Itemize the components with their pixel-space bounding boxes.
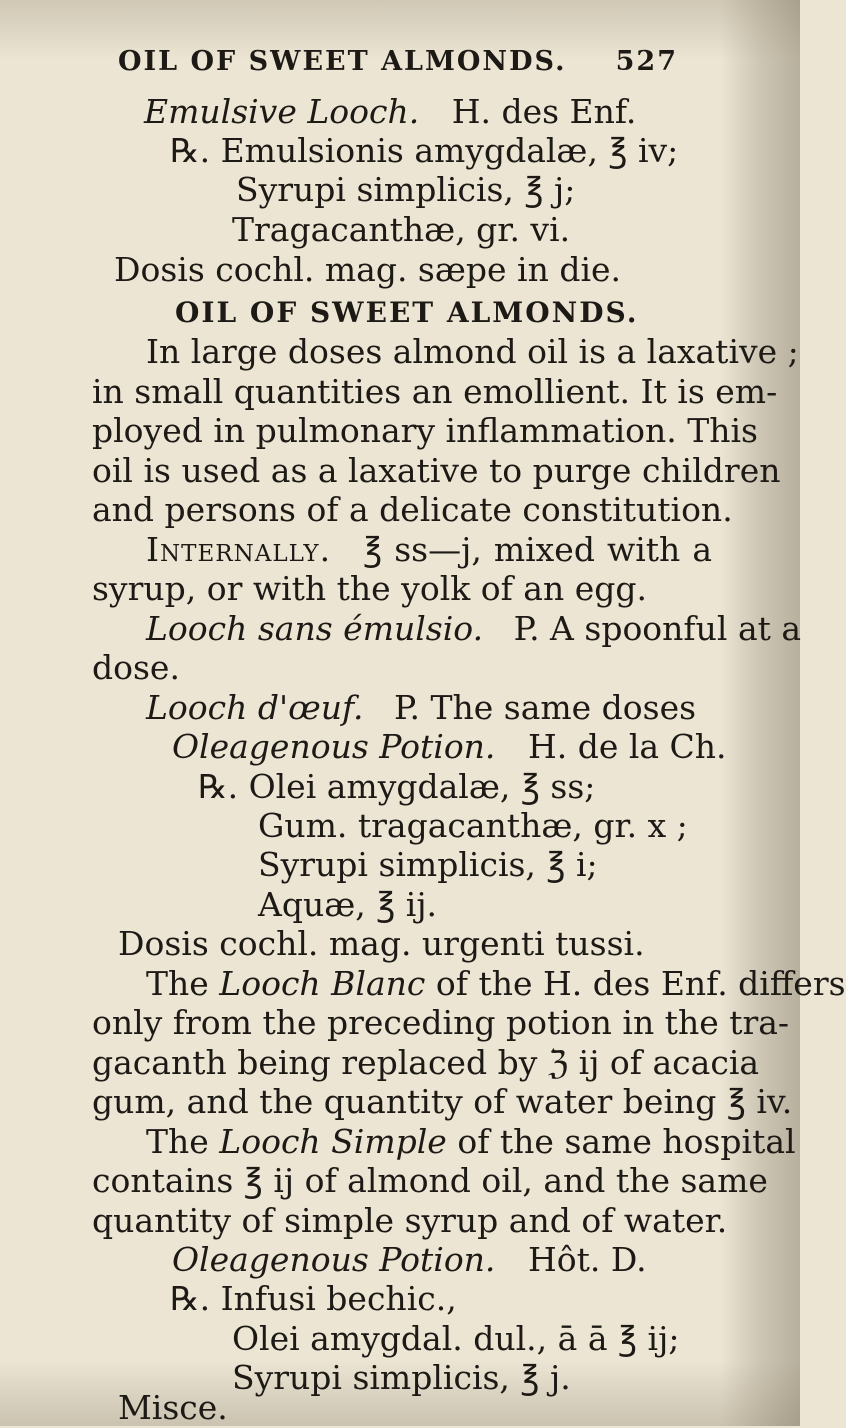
para-blanc-pre: The <box>146 964 220 1003</box>
para-blanc-line-2: only from the preceding potion in the tra- <box>92 1003 790 1042</box>
para-simple-italic: Looch Simple <box>219 1122 447 1161</box>
para-blanc-line-1 <box>146 964 846 1004</box>
para-blanc-italic: Looch Blanc <box>219 964 426 1003</box>
internally-line-2: syrup, or with the yolk of an egg. <box>92 569 647 608</box>
running-head-title: OIL OF SWEET ALMONDS. <box>118 46 567 77</box>
oleagenous1-title-line <box>172 727 727 767</box>
para1-line-4: oil is used as a laxative to purge children <box>92 451 781 490</box>
looch-oeuf-line <box>146 688 696 728</box>
para-simple-line-3: quantity of simple syrup and of water. <box>92 1201 728 1240</box>
oleagenous1-line-4: Aquæ, ℥ ij. <box>258 885 438 924</box>
oleagenous2-line-3: Syrupi simplicis, ℥ j. <box>232 1358 571 1397</box>
internally-label: Internally. <box>146 530 332 569</box>
emulsive-title-line <box>144 92 636 132</box>
oleagenous1-line-1: ℞. Olei amygdalæ, ℥ ss; <box>198 767 596 806</box>
emulsive-line-1: ℞. Emulsionis amygdalæ, ℥ iv; <box>170 131 679 170</box>
oleagenous1-line-3: Syrupi simplicis, ℥ i; <box>258 845 598 884</box>
para-blanc-line-3: gacanth being replaced by ℨ ij of acacia <box>92 1043 760 1082</box>
looch-sans-rest: P. A spoonful at a <box>513 609 802 648</box>
para-simple-post: of the same hospital <box>446 1122 796 1161</box>
para-simple-line-1 <box>146 1122 796 1162</box>
oleagenous1-title: Oleagenous Potion. <box>172 727 496 766</box>
para1-line-5: and persons of a delicate constitution. <box>92 490 733 529</box>
emulsive-source: H. des Enf. <box>451 92 637 131</box>
internally-dose: ℥ ss—j, mixed with a <box>363 530 712 569</box>
oleagenous1-source: H. de la Ch. <box>527 727 727 766</box>
oleagenous1-line-2: Gum. tragacanthæ, gr. x ; <box>258 806 688 845</box>
para-simple-line-2: contains ℥ ij of almond oil, and the same <box>92 1161 768 1200</box>
oleagenous1-dosis: Dosis cochl. mag. urgenti tussi. <box>118 924 645 963</box>
page-number: 527 <box>615 46 678 77</box>
emulsive-line-3: Tragacanthæ, gr. vi. <box>232 210 571 249</box>
looch-sans-title: Looch sans émulsio. <box>146 609 484 648</box>
para1-line-3: ployed in pulmonary inflammation. This <box>92 411 758 450</box>
oleagenous2-title-line <box>172 1240 647 1280</box>
looch-oeuf-rest: P. The same doses <box>393 688 697 727</box>
internally-line-1 <box>146 530 712 570</box>
para-blanc-line-4: gum, and the quantity of water being ℥ iv. <box>92 1082 793 1121</box>
emulsive-line-2: Syrupi simplicis, ℥ j; <box>236 170 576 209</box>
para-blanc-post: of the H. des Enf. differs <box>425 964 846 1003</box>
looch-sans-line-2: dose. <box>92 648 180 687</box>
emulsive-dosis: Dosis cochl. mag. sæpe in die. <box>114 250 622 289</box>
running-head <box>118 42 678 82</box>
emulsive-title: Emulsive Looch. <box>144 92 420 131</box>
looch-oeuf-title: Looch d'œuf. <box>146 688 364 727</box>
oleagenous2-line-2: Olei amygdal. dul., ā ā ℥ ij; <box>232 1319 680 1358</box>
oleagenous2-misce: Misce. <box>118 1388 228 1427</box>
oleagenous2-source: Hôt. D. <box>527 1240 647 1279</box>
oleagenous2-title: Oleagenous Potion. <box>172 1240 496 1279</box>
para1-line-2: in small quantities an emollient. It is em- <box>92 372 778 411</box>
looch-sans-line <box>146 609 802 649</box>
section-heading: OIL OF SWEET ALMONDS. <box>175 296 639 329</box>
para1-line-1: In large doses almond oil is a laxative ; <box>146 332 799 371</box>
oleagenous2-line-1: ℞. Infusi bechic., <box>170 1279 457 1318</box>
para-simple-pre: The <box>146 1122 220 1161</box>
